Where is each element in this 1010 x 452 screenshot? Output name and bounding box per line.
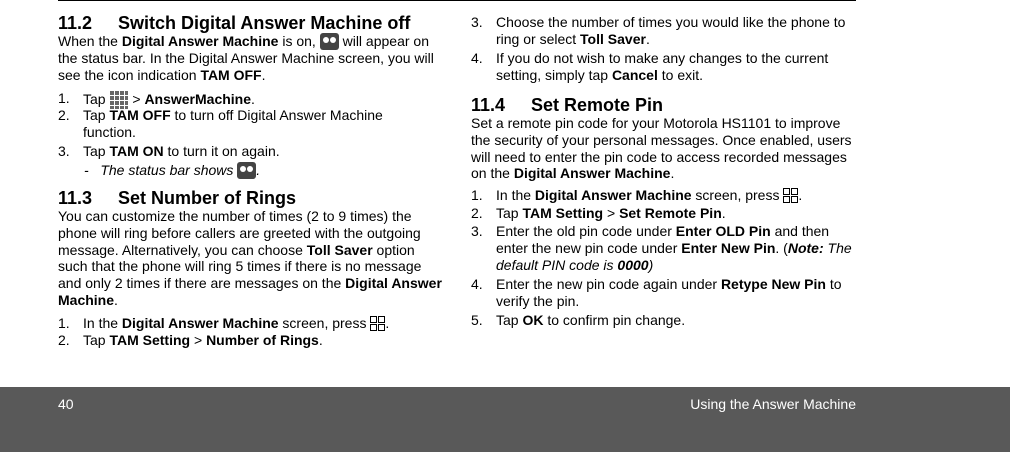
list-item: 2. Tap TAM Setting > Set Remote Pin. (471, 205, 726, 221)
page-footer (0, 387, 1010, 452)
page-number: 40 (58, 396, 74, 412)
top-rule (58, 0, 856, 1)
list-item: 1. In the Digital Answer Machine screen, press . (471, 187, 803, 203)
list-item: 2. Tap TAM Setting > Number of Rings. (58, 332, 323, 348)
section-number: 11.2 (58, 13, 93, 33)
section-11-4-intro: Set a remote pin code for your Motorola HS1101 to improve the security of your personal messages. Once enabled, users will need to enter the pin code to access recorded messages on the Digital Answer Machine. (471, 115, 852, 182)
section-11-2-intro: When the Digital Answer Machine is on, will appear on the status bar. In the Digital Answer Machine screen, you will see the icon indication TAM OFF. (58, 33, 434, 83)
list-item: 4. Enter the new pin code again under Retype New Pin to verify the pin. (471, 276, 842, 309)
section-number: 11.3 (58, 188, 93, 208)
list-item: 3. Enter the old pin code under Enter OLD Pin and then enter the new pin code under Enter New Pin. (Note: The default PIN code is 0000) (471, 223, 852, 273)
menu-key-icon (783, 188, 798, 203)
list-item: 3. Tap TAM ON to turn it on again. (58, 143, 280, 159)
list-item: 3. Choose the number of times you would like the phone to ring or select Toll Saver. (471, 14, 846, 47)
section-11-4-heading (471, 95, 663, 116)
section-title: Set Number of Rings (118, 188, 297, 208)
section-title: Set Remote Pin (531, 95, 664, 115)
section-11-3-intro: You can customize the number of times (2 to 9 times) the phone will ring before callers are greeted with the outgoing message. Alternatively, you can choose Toll Saver option such that the phone will ring 5 times if there is no message and only 2 times if there are messages on the Digital Answer Machine. (58, 208, 442, 308)
list-item: 2. Tap TAM OFF to turn off Digital Answer Machine function. (58, 107, 383, 140)
answer-machine-status-icon (320, 33, 339, 50)
chapter-title: Using the Answer Machine (690, 396, 856, 412)
section-number: 11.4 (471, 95, 506, 115)
section-11-2-heading (58, 13, 410, 34)
list-item: 4. If you do not wish to make any changes to the current setting, simply tap Cancel to exit. (471, 50, 829, 83)
list-item: 5. Tap OK to confirm pin change. (471, 312, 686, 328)
menu-key-icon (370, 316, 385, 331)
status-bar-note: - The status bar shows . (84, 162, 261, 178)
answer-machine-status-icon (237, 162, 256, 179)
section-11-3-heading (58, 188, 296, 209)
list-item: 1. In the Digital Answer Machine screen, press . (58, 315, 390, 331)
section-title: Switch Digital Answer Machine off (118, 13, 411, 33)
list-item: 1. Tap > AnswerMachine. (58, 90, 255, 107)
